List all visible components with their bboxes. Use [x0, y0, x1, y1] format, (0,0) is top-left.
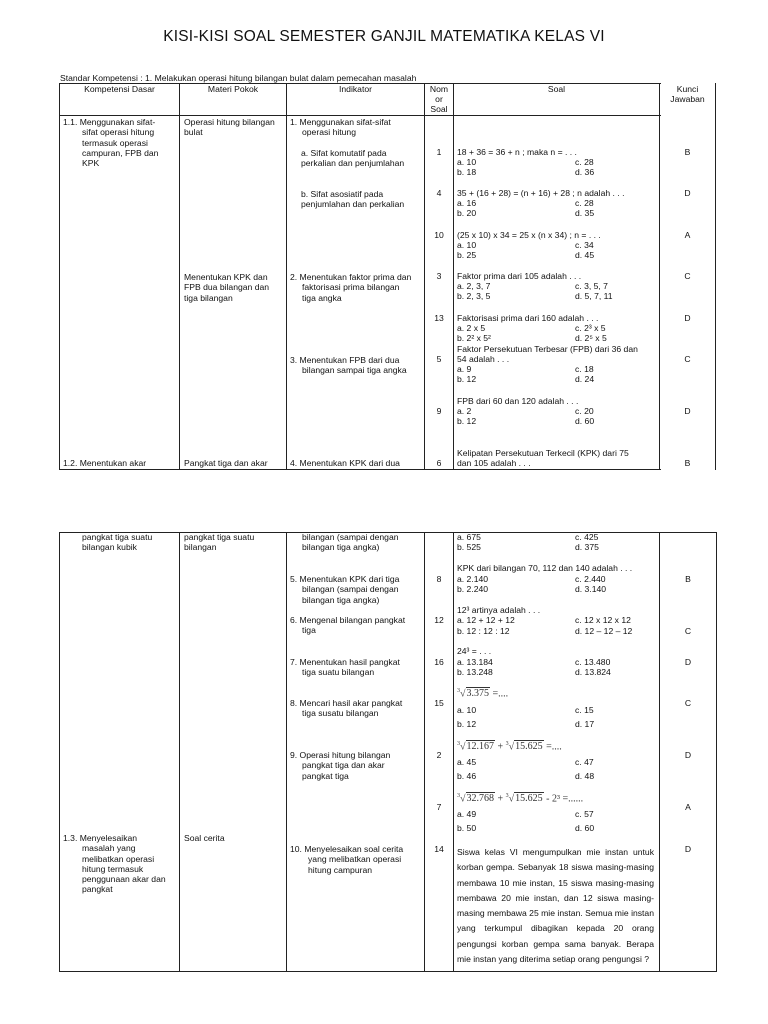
question-math: $^3$√32.768 + $^3$√15.625 - 2³ =......	[457, 793, 584, 805]
indikator-1: 1. Menggunakan sifat-sifat operasi hitung	[290, 117, 391, 138]
indikator-1a: a. Sifat komutatif pada perkalian dan penjumlahan	[301, 148, 405, 169]
option-d: d. 35	[575, 208, 595, 218]
question-number: 5	[436, 354, 442, 364]
option-c: c. 57	[575, 809, 594, 819]
option-a: a. 675	[457, 532, 481, 542]
option-a: a. 13.184	[457, 657, 493, 667]
option-c: c. 425	[575, 532, 599, 542]
option-c: c. 28	[575, 198, 594, 208]
option-b: b. 13.248	[457, 667, 493, 677]
header-soal: Soal	[547, 84, 566, 94]
answer-key: D	[684, 657, 692, 667]
option-a: a. 9	[457, 364, 472, 374]
question-number: 12	[434, 615, 444, 625]
answer-key: A	[685, 802, 691, 812]
question-text: Faktor prima dari 105 adalah . . .	[457, 271, 582, 281]
question-math: $^3$√3.375 =....	[457, 688, 509, 700]
option-b: b. 46	[457, 771, 477, 781]
option-c: c. 20	[575, 406, 594, 416]
option-d: d. 12 – 12 – 12	[575, 626, 633, 636]
option-d: d. 17	[575, 719, 595, 729]
option-c: c. 3, 5, 7	[575, 281, 608, 291]
option-b: b. 2.240	[457, 584, 489, 594]
question-text: Faktorisasi prima dari 160 adalah . . .	[457, 313, 599, 323]
answer-key: D	[684, 313, 691, 323]
indikator-5: 5. Menentukan KPK dari tiga bilangan (sampai dengan bilangan tiga angka)	[290, 574, 400, 605]
option-d: d. 375	[575, 542, 599, 552]
materi-operasi-hitung: Operasi hitung bilangan bulat	[184, 117, 275, 138]
indikator-8: 8. Mencari hasil akar pangkat tiga susatu bilangan	[290, 698, 403, 719]
question-number: 3	[436, 271, 442, 281]
option-b: b. 2² x 5²	[457, 333, 491, 343]
standard-competency: Standar Kompetensi : 1. Melakukan operasi hitung bilangan bulat dalam pemecahan masalah	[60, 73, 417, 83]
option-d: d. 13.824	[575, 667, 611, 677]
indikator-9: 9. Operasi hitung bilangan pangkat tiga dan akar pangkat tiga	[290, 750, 391, 781]
question-number: 13	[434, 313, 444, 323]
header-nomor-soal: Nom or Soal	[429, 84, 449, 114]
indikator-4: 4. Menentukan KPK dari dua	[290, 458, 400, 468]
story-question-text: Siswa kelas VI mengumpulkan mie instan untuk korban gempa. Sebanyak 18 siswa masing-masing membawa 10 mie instan, 15 siswa masing-masing membawa 20 mie instan, dan 12 siswa masing-masing membawa 25 mie instan. Semua mie instan yang terkumpul dibagikan kepada 20 orang pengungsi korban gempa sama banyak. Berapa mie instan yang diterima setiap orang pengungsi ?	[457, 847, 654, 965]
option-d: d. 60	[575, 416, 595, 426]
kd-1-2: 1.2. Menentukan akar	[63, 458, 147, 468]
indikator-10: 10. Menyelesaikan soal cerita yang melibatkan operasi hitung campuran	[290, 844, 404, 875]
question-text: 12³ artinya adalah . . .	[457, 605, 541, 615]
indikator-2: 2. Menentukan faktor prima dan faktorisasi prima bilangan tiga angka	[290, 272, 412, 303]
answer-key: D	[684, 844, 692, 854]
option-c: c. 28	[575, 157, 594, 167]
answer-key: C	[684, 626, 692, 636]
answer-key: C	[684, 271, 691, 281]
option-b: b. 25	[457, 250, 477, 260]
option-b: b. 2, 3, 5	[457, 291, 491, 301]
header-kompetensi-dasar: Kompetensi Dasar	[84, 84, 155, 94]
option-a: a. 2	[457, 406, 472, 416]
question-number: 6	[436, 458, 442, 468]
option-d: d. 24	[575, 374, 595, 384]
materi-pangkat-tiga-cont: pangkat tiga suatu bilangan	[184, 532, 255, 553]
option-d: d. 60	[575, 823, 595, 833]
option-a: a. 10	[457, 240, 477, 250]
materi-soal-cerita: Soal cerita	[184, 833, 225, 843]
question-text: 18 + 36 = 36 + n ; maka n = . . .	[457, 147, 577, 157]
answer-key: D	[684, 188, 691, 198]
header-materi-pokok: Materi Pokok	[207, 84, 259, 94]
option-c: c. 12 x 12 x 12	[575, 615, 631, 625]
answer-key: B	[684, 458, 691, 468]
option-c: c. 47	[575, 757, 594, 767]
option-c: c. 13.480	[575, 657, 611, 667]
option-d: d. 3.140	[575, 584, 607, 594]
indikator-6: 6. Mengenal bilangan pangkat tiga	[290, 615, 406, 636]
answer-key: B	[684, 147, 691, 157]
materi-kpk-fpb: Menentukan KPK dan FPB dua bilangan dan tiga bilangan	[184, 272, 270, 303]
option-a: a. 10	[457, 705, 477, 715]
answer-key: A	[684, 230, 691, 240]
question-text: Faktor Persekutuan Terbesar (FPB) dari 36 dan	[457, 344, 638, 354]
question-number: 1	[436, 147, 442, 157]
answer-key: C	[684, 698, 692, 708]
document-title: KISI-KISI SOAL SEMESTER GANJIL MATEMATIKA KELAS VI	[163, 28, 605, 45]
kd-1-2-cont: pangkat tiga suatu bilangan kubik	[82, 532, 153, 553]
question-text-cont: 54 adalah . . .	[457, 354, 510, 364]
question-number: 10	[434, 230, 444, 240]
option-a: a. 49	[457, 809, 477, 819]
option-d: d. 2⁵ x 5	[575, 333, 607, 343]
option-b: b. 18	[457, 167, 477, 177]
indikator-7: 7. Menentukan hasil pangkat tiga suatu bilangan	[290, 657, 400, 678]
answer-key: B	[685, 574, 691, 584]
question-text: 35 + (16 + 28) = (n + 16) + 28 ; n adalah . . .	[457, 188, 625, 198]
option-b: b. 50	[457, 823, 477, 833]
indikator-4-cont: bilangan (sampai dengan bilangan tiga angka)	[302, 532, 399, 553]
option-b: b. 525	[457, 542, 481, 552]
option-b: b. 12 : 12 : 12	[457, 626, 510, 636]
answer-key: D	[684, 750, 692, 760]
question-number: 16	[434, 657, 444, 667]
option-c: c. 18	[575, 364, 594, 374]
header-kunci-jawaban: Kunci Jawaban	[670, 84, 705, 104]
option-a: a. 2 x 5	[457, 323, 486, 333]
option-c: c. 2.440	[575, 574, 606, 584]
question-number: 14	[434, 844, 444, 854]
question-text: FPB dari 60 dan 120 adalah . . .	[457, 396, 579, 406]
option-b: b. 12	[457, 416, 477, 426]
question-number: 2	[436, 750, 442, 760]
answer-key: D	[684, 406, 691, 416]
option-d: d. 5, 7, 11	[575, 291, 613, 301]
option-a: a. 16	[457, 198, 477, 208]
option-c: c. 15	[575, 705, 594, 715]
question-number: 4	[436, 188, 442, 198]
option-a: a. 2.140	[457, 574, 489, 584]
kd-1-3: 1.3. Menyelesaikan masalah yang melibatkan operasi hitung termasuk penggunaan akar dan pangkat	[63, 833, 166, 895]
materi-pangkat-tiga: Pangkat tiga dan akar	[184, 458, 268, 468]
question-math: $^3$√12.167 + $^3$√15.625 =....	[457, 741, 562, 753]
option-b: b. 12	[457, 719, 477, 729]
option-d: d. 45	[575, 250, 595, 260]
question-number: 15	[434, 698, 444, 708]
option-b: b. 20	[457, 208, 477, 218]
kd-1-1: 1.1. Menggunakan sifat- sifat operasi hitung termasuk operasi campuran, FPB dan KPK	[63, 117, 159, 169]
question-text-cont: dan 105 adalah . . .	[457, 458, 531, 468]
option-b: b. 12	[457, 374, 477, 384]
option-a: a. 12 + 12 + 12	[457, 615, 515, 625]
indikator-1b: b. Sifat asosiatif pada penjumlahan dan perkalian	[301, 189, 405, 210]
question-number: 9	[436, 406, 442, 416]
question-number: 7	[436, 802, 442, 812]
indikator-3: 3. Menentukan FPB dari dua bilangan sampai tiga angka	[290, 355, 407, 376]
question-text: KPK dari bilangan 70, 112 dan 140 adalah . . .	[457, 563, 633, 573]
question-text: 24³ = . . .	[457, 646, 492, 656]
question-text: (25 x 10) x 34 = 25 x (n x 34) ; n = . . .	[457, 230, 601, 240]
answer-key: C	[684, 354, 691, 364]
option-d: d. 48	[575, 771, 595, 781]
option-d: d. 36	[575, 167, 595, 177]
option-a: a. 2, 3, 7	[457, 281, 491, 291]
option-a: a. 10	[457, 157, 477, 167]
question-text: Kelipatan Persekutuan Terkecil (KPK) dari 75	[457, 448, 629, 458]
option-c: c. 34	[575, 240, 594, 250]
header-indikator: Indikator	[339, 84, 372, 94]
option-c: c. 2³ x 5	[575, 323, 606, 333]
option-a: a. 45	[457, 757, 477, 767]
question-number: 8	[436, 574, 442, 584]
